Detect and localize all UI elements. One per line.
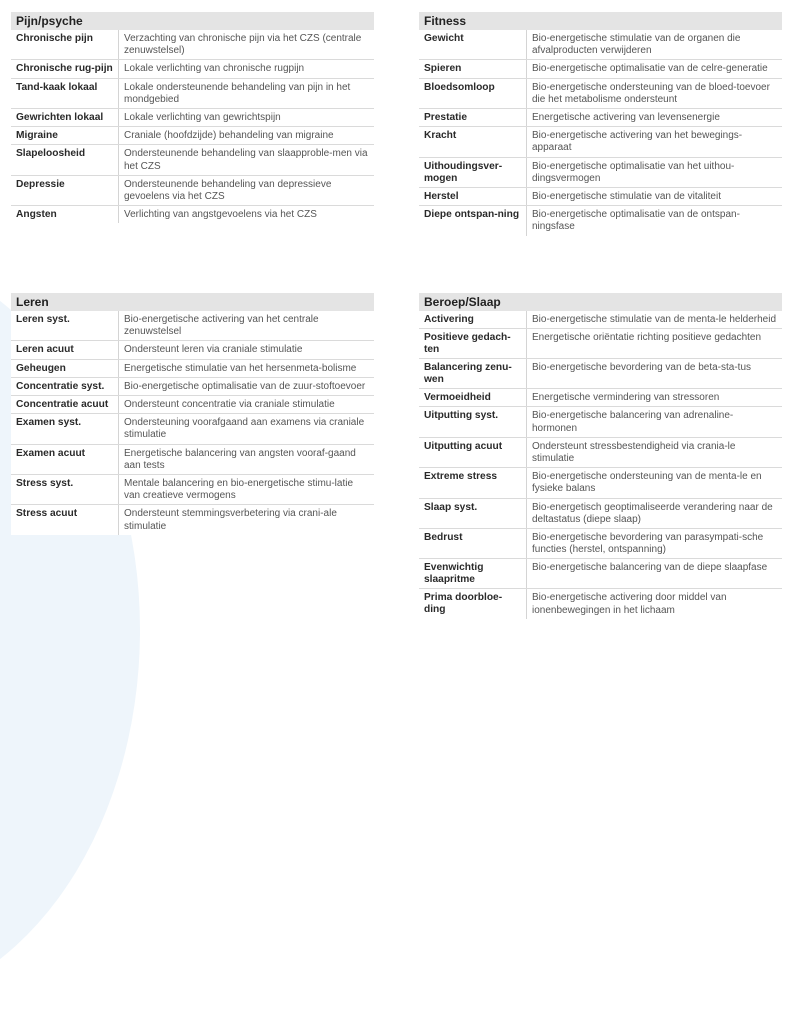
table-row: [11, 414, 374, 444]
table-row: [419, 109, 782, 127]
section-beroep-slaap: [419, 293, 782, 619]
row-term: Examen syst.: [11, 414, 119, 443]
row-description: Energetische stimulatie van het hersenmeta-bolisme: [119, 360, 374, 377]
row-term: Bloedsomloop: [419, 79, 527, 108]
row-description: Ondersteuning voorafgaand aan examens via craniale stimulatie: [119, 414, 374, 443]
row-description: Lokale ondersteunende behandeling van pijn in het mondgebied: [119, 79, 374, 108]
row-term: Geheugen: [11, 360, 119, 377]
table-row: [11, 145, 374, 175]
table-row: [419, 79, 782, 109]
row-description: Bio-energetische optimalisatie van de zuur-stoftoevoer: [119, 378, 374, 395]
row-description: Energetische vermindering van stressoren: [527, 389, 782, 406]
row-term: Concentratie syst.: [11, 378, 119, 395]
table-row: [419, 311, 782, 329]
section-leren: [11, 293, 374, 535]
row-description: Bio-energetisch geoptimaliseerde verandering naar de deltastatus (diepe slaap): [527, 499, 782, 528]
row-term: Uithoudingsver-mogen: [419, 158, 527, 187]
row-description: Bio-energetische ondersteuning van de bloed-toevoer die het metabolisme ondersteunt: [527, 79, 782, 108]
row-term: Positieve gedach-ten: [419, 329, 527, 358]
row-term: Prima doorbloe-ding: [419, 589, 527, 618]
table-row: [419, 60, 782, 78]
row-term: Chronische pijn: [11, 30, 119, 59]
table-row: [11, 396, 374, 414]
row-description: Bio-energetische optimalisatie van het uithou-dingsvermogen: [527, 158, 782, 187]
row-term: Stress syst.: [11, 475, 119, 504]
row-description: Energetische oriëntatie richting positieve gedachten: [527, 329, 782, 358]
row-description: Bio-energetische optimalisatie van de ontspan-ningsfase: [527, 206, 782, 235]
table-row: [419, 188, 782, 206]
row-description: Verzachting van chronische pijn via het CZS (centrale zenuwstelsel): [119, 30, 374, 59]
row-term: Vermoeidheid: [419, 389, 527, 406]
table-row: [419, 499, 782, 529]
row-description: Lokale verlichting van gewrichtspijn: [119, 109, 374, 126]
section-title: Beroep/Slaap: [419, 293, 782, 311]
table-row: [11, 445, 374, 475]
table-row: [419, 559, 782, 589]
row-term: Tand-kaak lokaal: [11, 79, 119, 108]
section-fitness: [419, 12, 782, 236]
row-description: Bio-energetische balancering van de diepe slaapfase: [527, 559, 782, 588]
row-term: Stress acuut: [11, 505, 119, 534]
row-term: Slaap syst.: [419, 499, 527, 528]
row-term: Diepe ontspan-ning: [419, 206, 527, 235]
row-term: Bedrust: [419, 529, 527, 558]
section-pijn-psyche: [11, 12, 374, 223]
table-row: [419, 529, 782, 559]
row-description: Ondersteunt leren via craniale stimulatie: [119, 341, 374, 358]
row-term: Activering: [419, 311, 527, 328]
row-description: Ondersteunende behandeling van slaapproble-men via het CZS: [119, 145, 374, 174]
row-term: Angsten: [11, 206, 119, 223]
table-row: [419, 359, 782, 389]
table-row: [419, 407, 782, 437]
row-term: Leren acuut: [11, 341, 119, 358]
row-term: Extreme stress: [419, 468, 527, 497]
table-row: [419, 127, 782, 157]
section-title: Pijn/psyche: [11, 12, 374, 30]
table-row: [11, 127, 374, 145]
row-description: Energetische balancering van angsten vooraf-gaand aan tests: [119, 445, 374, 474]
row-term: Uitputting acuut: [419, 438, 527, 467]
row-description: Bio-energetische stimulatie van de vitaliteit: [527, 188, 782, 205]
table-row: [419, 389, 782, 407]
table-row: [11, 206, 374, 223]
row-description: Mentale balancering en bio-energetische stimu-latie van creatieve vermogens: [119, 475, 374, 504]
row-term: Depressie: [11, 176, 119, 205]
row-term: Leren syst.: [11, 311, 119, 340]
table-row: [11, 505, 374, 534]
row-term: Prestatie: [419, 109, 527, 126]
row-description: Bio-energetische stimulatie van de organen die afvalproducten verwijderen: [527, 30, 782, 59]
section-title: Leren: [11, 293, 374, 311]
table-row: [419, 158, 782, 188]
row-term: Chronische rug-pijn: [11, 60, 119, 77]
row-description: Verlichting van angstgevoelens via het CZS: [119, 206, 374, 223]
section-title: Fitness: [419, 12, 782, 30]
row-description: Bio-energetische bevordering van de beta-sta-tus: [527, 359, 782, 388]
table-row: [419, 329, 782, 359]
row-term: Balancering zenu-wen: [419, 359, 527, 388]
row-term: Evenwichtig slaapritme: [419, 559, 527, 588]
row-description: Bio-energetische optimalisatie van de celre-generatie: [527, 60, 782, 77]
row-term: Herstel: [419, 188, 527, 205]
table-row: [11, 341, 374, 359]
table-row: [419, 438, 782, 468]
row-description: Ondersteunt stemmingsverbetering via crani-ale stimulatie: [119, 505, 374, 534]
table-row: [11, 109, 374, 127]
row-description: Ondersteunt stressbestendigheid via crania-le stimulatie: [527, 438, 782, 467]
table-row: [11, 360, 374, 378]
row-term: Slapeloosheid: [11, 145, 119, 174]
table-row: [11, 176, 374, 206]
row-description: Bio-energetische activering van het centrale zenuwstelsel: [119, 311, 374, 340]
table-row: [419, 30, 782, 60]
row-term: Migraine: [11, 127, 119, 144]
table-row: [11, 378, 374, 396]
table-row: [419, 589, 782, 618]
row-description: Bio-energetische bevordering van parasympati-sche functies (herstel, ontspanning): [527, 529, 782, 558]
row-description: Energetische activering van levensenergie: [527, 109, 782, 126]
row-description: Lokale verlichting van chronische rugpijn: [119, 60, 374, 77]
row-description: Bio-energetische stimulatie van de menta-le helderheid: [527, 311, 782, 328]
row-term: Examen acuut: [11, 445, 119, 474]
row-term: Spieren: [419, 60, 527, 77]
row-term: Kracht: [419, 127, 527, 156]
table-row: [11, 311, 374, 341]
table-row: [11, 475, 374, 505]
table-row: [11, 60, 374, 78]
row-description: Craniale (hoofdzijde) behandeling van migraine: [119, 127, 374, 144]
table-row: [419, 206, 782, 235]
row-description: Bio-energetische activering door middel van ionenbewegingen in het lichaam: [527, 589, 782, 618]
row-description: Bio-energetische balancering van adrenaline-hormonen: [527, 407, 782, 436]
row-description: Ondersteunt concentratie via craniale stimulatie: [119, 396, 374, 413]
row-description: Bio-energetische activering van het bewegings-apparaat: [527, 127, 782, 156]
row-description: Ondersteunende behandeling van depressieve gevoelens via het CZS: [119, 176, 374, 205]
table-row: [11, 30, 374, 60]
table-row: [419, 468, 782, 498]
row-term: Gewicht: [419, 30, 527, 59]
row-description: Bio-energetische ondersteuning van de menta-le en fysieke balans: [527, 468, 782, 497]
table-row: [11, 79, 374, 109]
row-term: Gewrichten lokaal: [11, 109, 119, 126]
row-term: Uitputting syst.: [419, 407, 527, 436]
row-term: Concentratie acuut: [11, 396, 119, 413]
